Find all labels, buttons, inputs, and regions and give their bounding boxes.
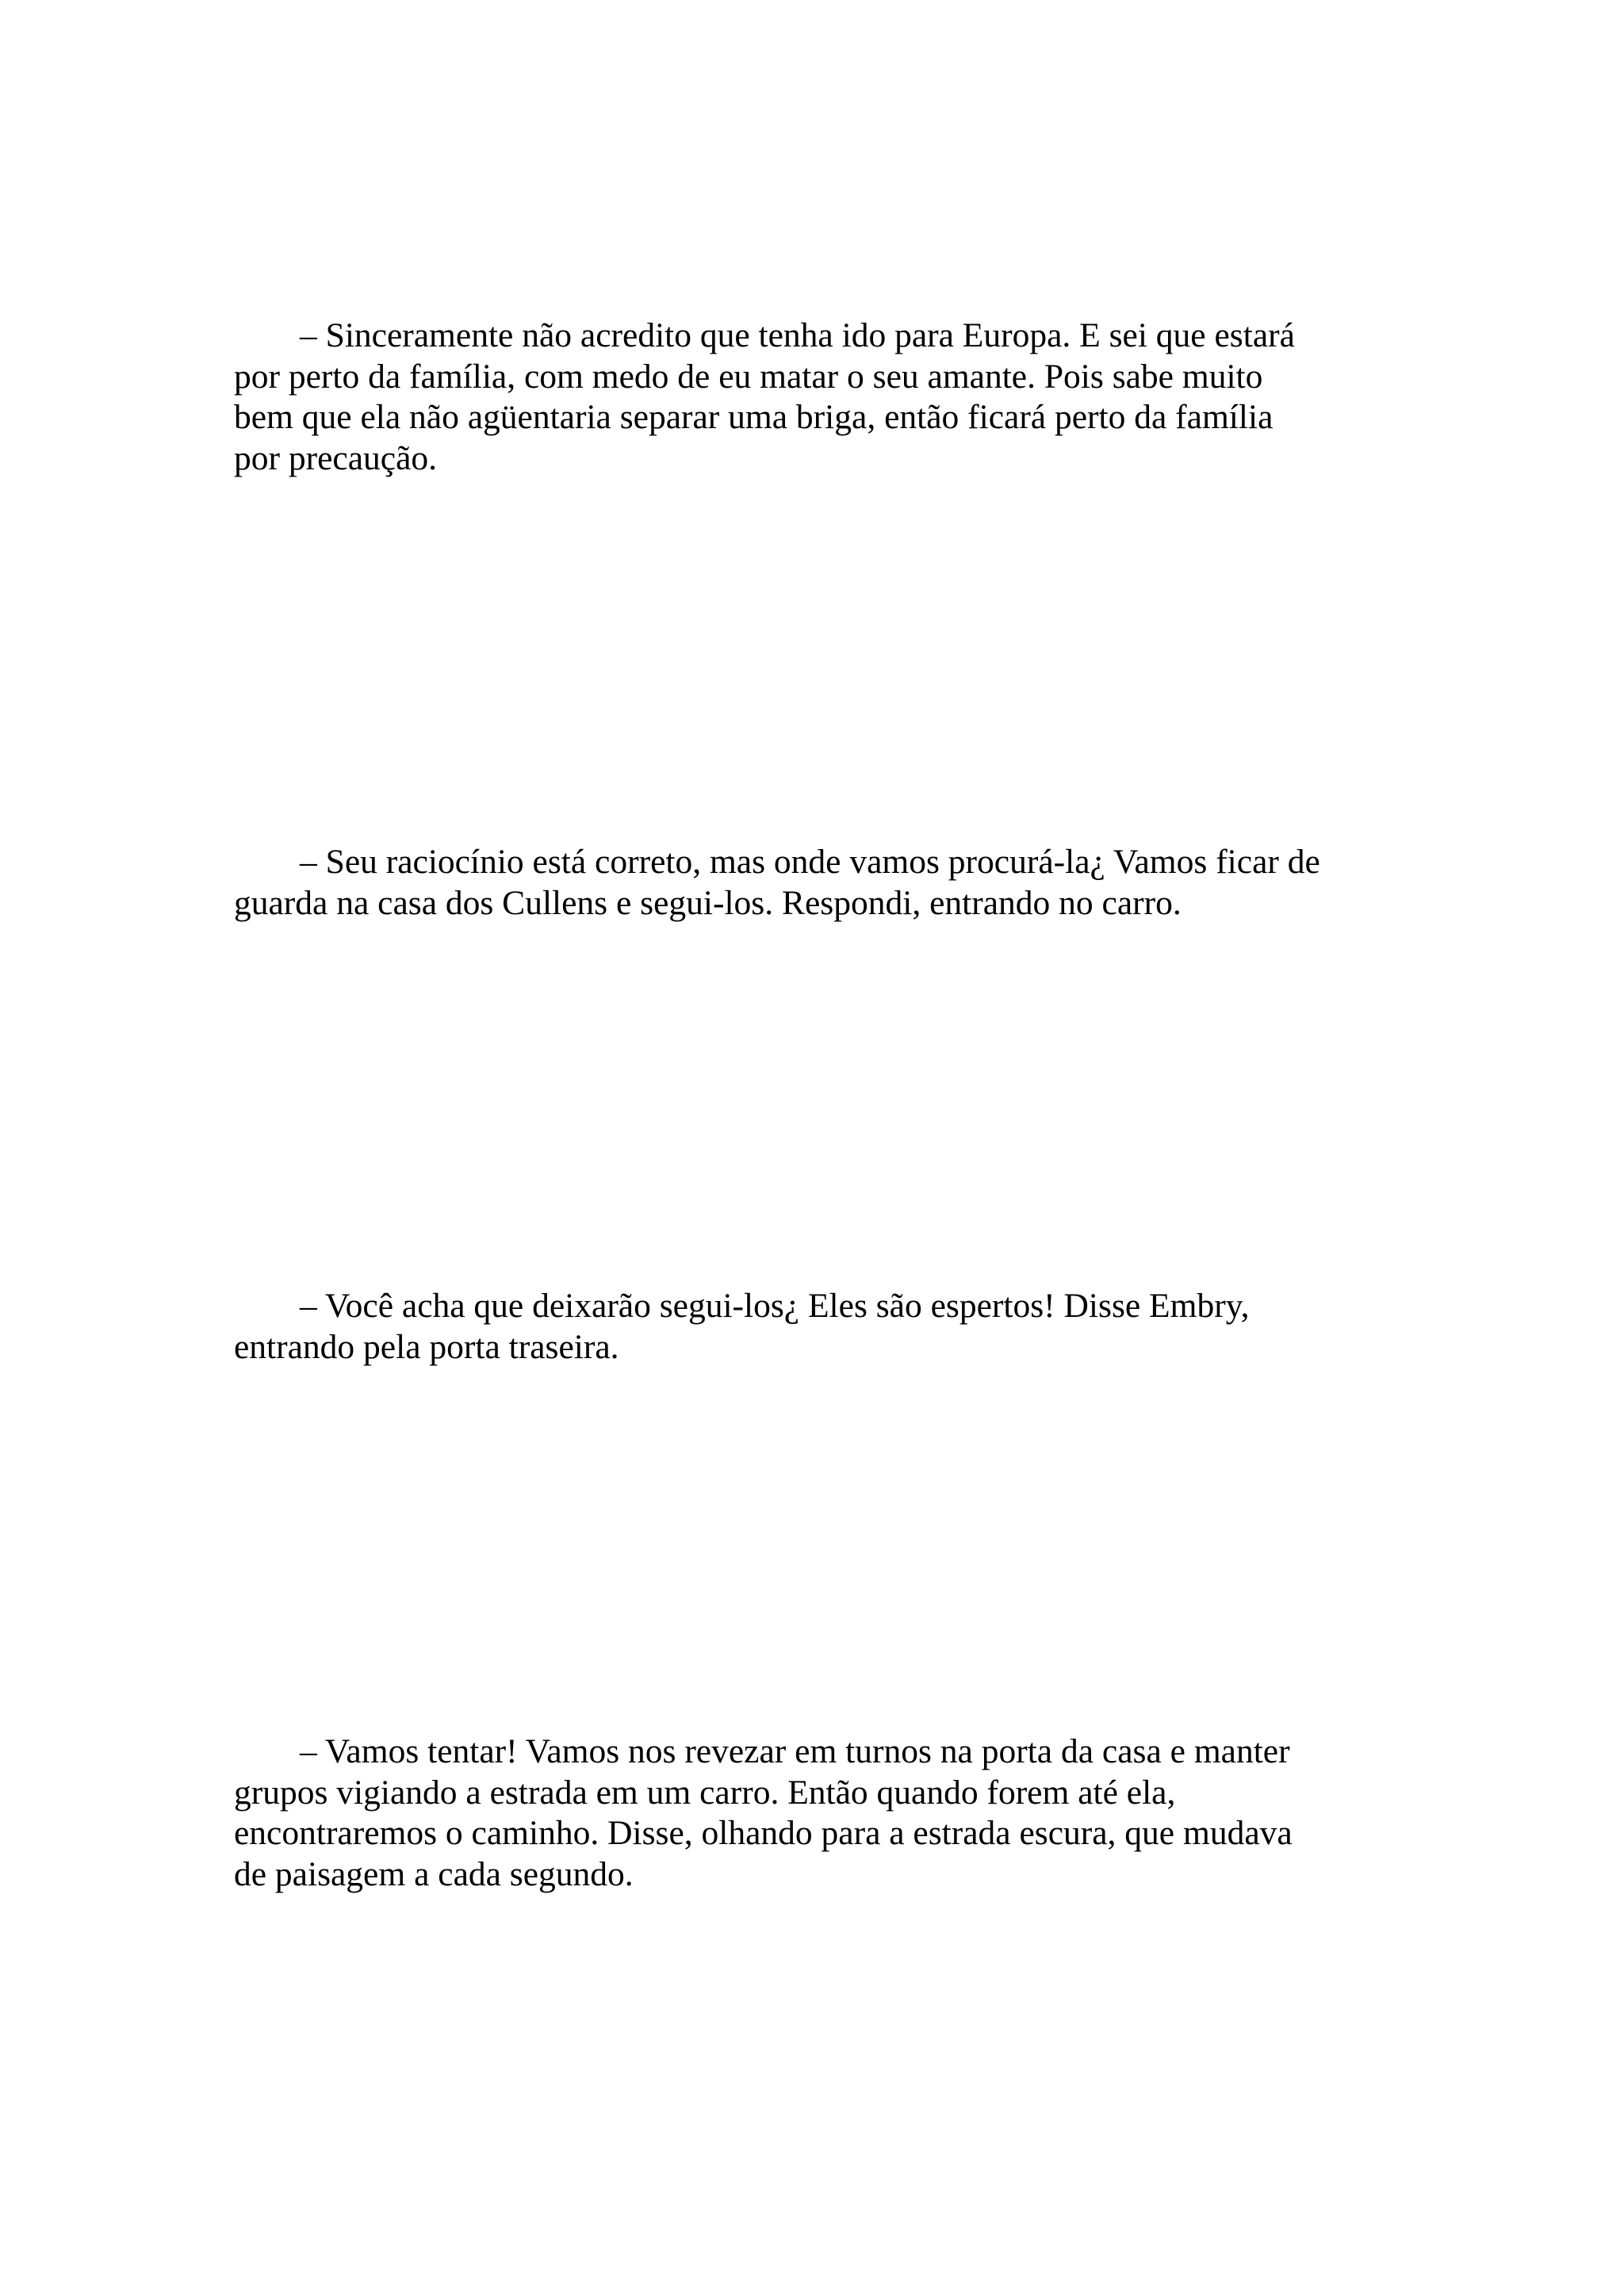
paragraph-line: encontraremos o caminho. Disse, olhando para a estrada escura, que mudava bbox=[234, 1814, 1293, 1852]
paragraph-line: guarda na casa dos Cullens e segui-los. Respondi, entrando no carro. bbox=[234, 883, 1182, 922]
paragraph-line: por perto da família, com medo de eu matar o seu amante. Pois sabe muito bbox=[234, 357, 1263, 396]
paragraph-line: – Vamos tentar! Vamos nos revezar em turnos na porta da casa e manter bbox=[300, 1732, 1290, 1770]
paragraph-line: – Sinceramente não acredito que tenha ido para Europa. E sei que estará bbox=[300, 316, 1295, 354]
paragraph-line: bem que ela não agüentaria separar uma briga, então ficará perto da família bbox=[234, 398, 1274, 436]
paragraph-line: por precaução. bbox=[234, 438, 438, 477]
paragraph-3 bbox=[234, 1286, 1423, 1368]
paragraph-line: de paisagem a cada segundo. bbox=[234, 1854, 634, 1893]
paragraph-1 bbox=[234, 316, 1423, 479]
paragraph-line: – Seu raciocínio está correto, mas onde vamos procurá-la¿ Vamos ficar de bbox=[300, 843, 1320, 881]
paragraph-line: entrando pela porta traseira. bbox=[234, 1327, 619, 1366]
paragraph-4 bbox=[234, 1732, 1423, 1895]
paragraph-2 bbox=[234, 842, 1423, 924]
paragraph-line: – Você acha que deixarão segui-los¿ Eles são espertos! Disse Embry, bbox=[300, 1287, 1250, 1325]
paragraph-line: grupos vigiando a estrada em um carro. Então quando forem até ela, bbox=[234, 1773, 1176, 1812]
